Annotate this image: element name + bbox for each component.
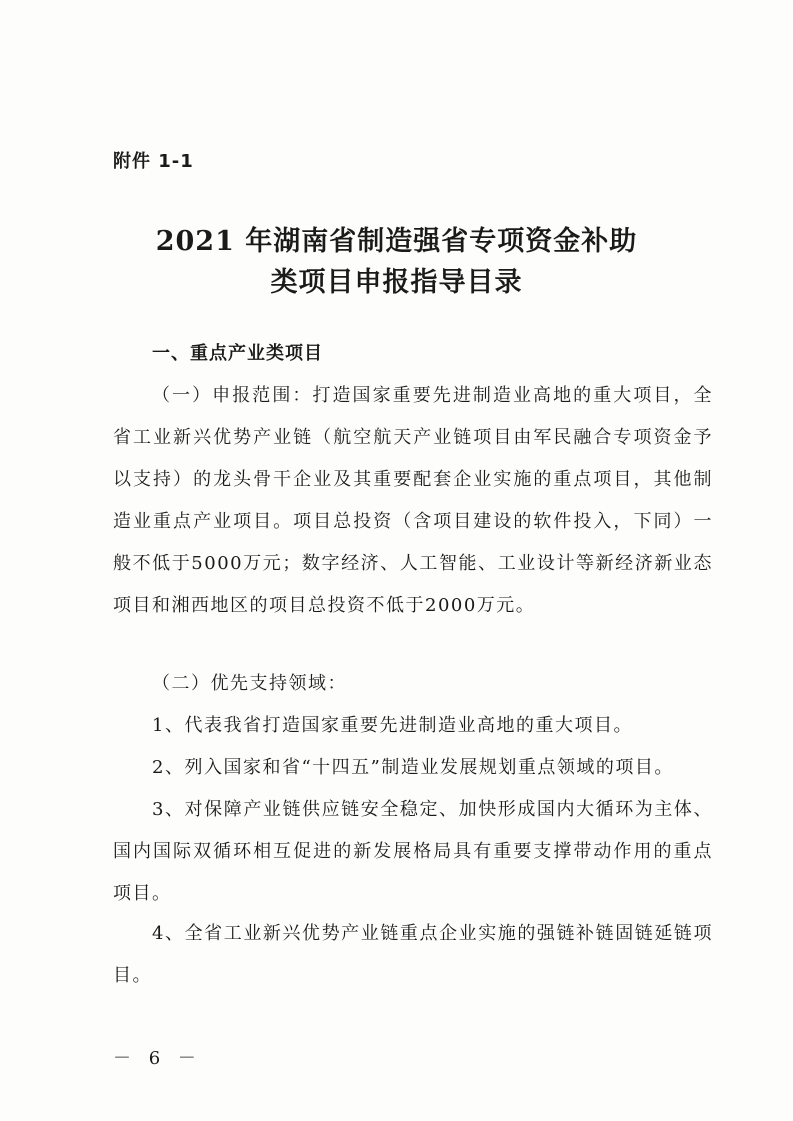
section-heading: 一、重点产业类项目 <box>152 343 323 364</box>
scope-paragraph: （一）申报范围：打造国家重要先进制造业高地的重大项目，全省工业新兴优势产业链（航空航天产业链项目由军民融合专项资金予以支持）的龙头骨干企业及其重要配套企业实施的重点项目，其他制造业重点产业项目。项目总投资（含项目建设的软件投入，下同）一般不低于5000万元；数字经济、人工智能、工业设计等新经济新业态项目和湘西地区的项目总投资不低于2000万元。 <box>113 385 713 616</box>
priority-item-4: 4、全省工业新兴优势产业链重点企业实施的强链补链固链延链项目。 <box>113 923 713 986</box>
priority-item-3: 3、对保障产业链供应链安全稳定、加快形成国内大循环为主体、国内国际双循环相互促进的新发展格局具有重要支撑带动作用的重点项目。 <box>113 799 713 904</box>
attachment-label: 附件 1-1 <box>113 151 194 172</box>
document-title-line-1: 2021 年湖南省制造强省专项资金补助 <box>155 226 638 257</box>
priority-item-1: 1、代表我省打造国家重要先进制造业高地的重大项目。 <box>152 715 633 736</box>
priority-heading: （二）优先支持领域： <box>152 673 347 694</box>
document-title-line-2: 类项目申报指导目录 <box>270 267 523 298</box>
priority-item-2: 2、列入国家和省“十四五”制造业发展规划重点领域的项目。 <box>152 757 674 778</box>
page-number: － 6 － <box>113 1048 202 1069</box>
